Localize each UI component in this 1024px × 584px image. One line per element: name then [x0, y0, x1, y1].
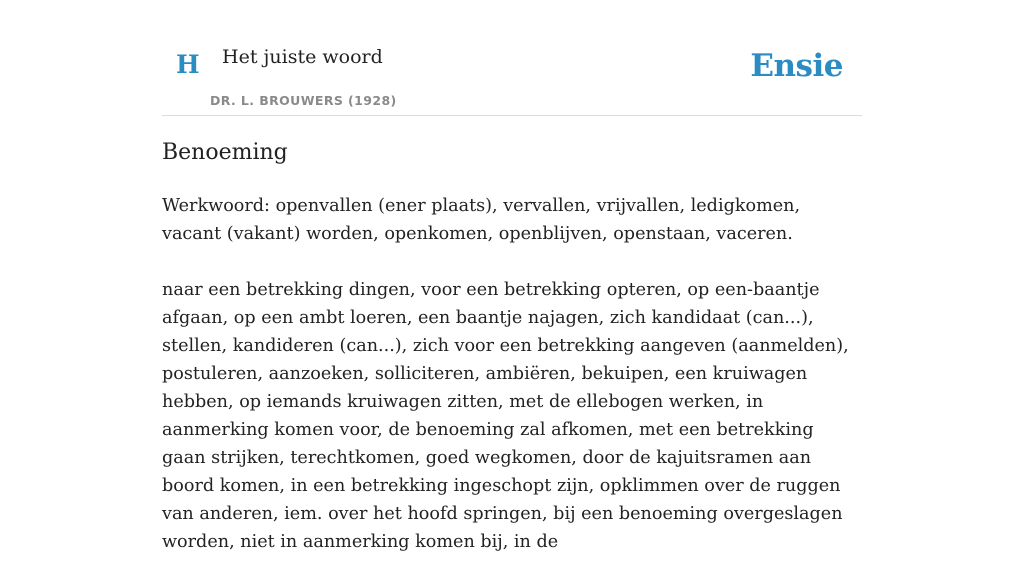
book-initial: H [176, 50, 200, 79]
header [162, 0, 862, 116]
entry-title: Benoeming [162, 140, 288, 165]
book-author: DR. L. BROUWERS (1928) [210, 93, 397, 108]
ensie-logo-link[interactable]: Ensie [750, 48, 843, 84]
page [162, 0, 862, 552]
entry-body [162, 192, 862, 584]
entry-paragraph: Werkwoord: openvallen (ener plaats), vervallen, vrijvallen, ledigkomen, vacant (vakant) worden, openkomen, openblijven, openstaan, vaceren. [162, 196, 801, 244]
entry-paragraph: naar een betrekking dingen, voor een betrekking opteren, op een-baantje afgaan, op een ambt loeren, een baantje najagen, zich kandidaat (can...), stellen, kandideren (can...), zich voor een betrekking aangeven (aanmelden), postuleren, aanzoeken, solliciteren, ambiëren, bekuipen, een kruiwagen hebben, op iemands kruiwagen zitten, met de ellebogen werken, in aanmerking komen voor, de benoeming zal afkomen, met een betrekking gaan strijken, terechtkomen, goed wegkomen, door de kajuitsramen aan boord komen, in een betrekking ingeschopt zijn, opklimmen over de ruggen van anderen, iem. over het hoofd springen, bij een benoeming overgeslagen worden, niet in aanmerking komen bij, in de [162, 280, 849, 552]
book-title-link[interactable]: Het juiste woord [222, 46, 383, 68]
